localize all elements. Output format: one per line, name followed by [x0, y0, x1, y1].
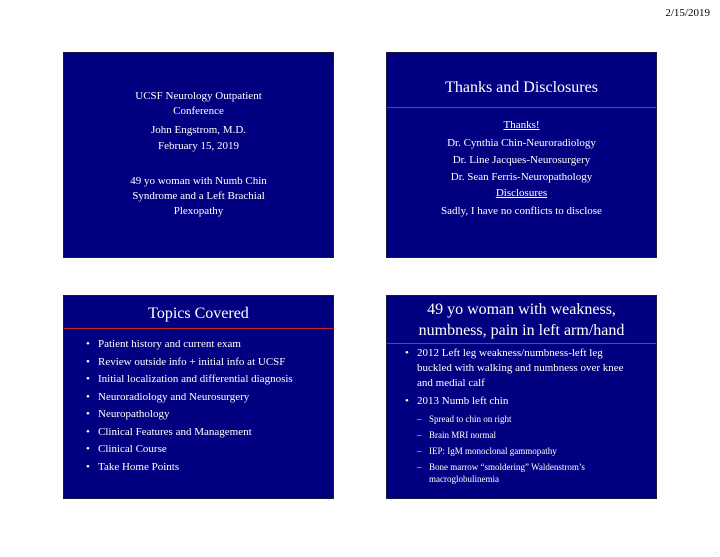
- topic-text: Take Home Points: [98, 460, 180, 473]
- bullet-marker: •: [86, 373, 90, 385]
- topic-item: [86, 406, 327, 424]
- dash-marker: –: [417, 462, 422, 472]
- topic-item: [86, 354, 327, 372]
- thanks-heading: [387, 118, 656, 133]
- disclosures-heading-text: Disclosures: [495, 187, 548, 199]
- slide-heading: Topics Covered: [148, 305, 249, 322]
- subitem-text: Brain MRI normal: [429, 430, 496, 440]
- topic-item: [86, 389, 327, 407]
- topic-item: [86, 336, 327, 354]
- topics-list: [86, 336, 327, 476]
- topic-text: Clinical Features and Management: [98, 425, 252, 438]
- history-subitem: [417, 413, 634, 425]
- history-subitem: [417, 445, 634, 457]
- title-divider: [64, 328, 333, 329]
- thanks-item: Dr. Line Jacques-Neurosurgery: [452, 154, 591, 166]
- history-subitem: [417, 461, 634, 485]
- bullet-marker: •: [405, 395, 409, 407]
- dash-marker: –: [417, 446, 422, 456]
- slide-thanks-disclosures: [386, 52, 657, 258]
- thanks-heading-text: Thanks!: [503, 119, 540, 131]
- topic-item: [86, 424, 327, 442]
- bullet-marker: •: [86, 460, 90, 473]
- topic-text: Patient history and current exam: [98, 338, 241, 350]
- case-line-1: 49 yo woman with Numb Chin: [130, 175, 267, 187]
- heading-line-1: 49 yo woman with weakness,: [427, 301, 616, 318]
- topic-item: [86, 441, 327, 459]
- thanks-list: [387, 135, 656, 186]
- presenter-name: John Engstrom, M.D.: [150, 124, 247, 136]
- history-sublist: [417, 413, 634, 485]
- slide-topics-covered: [63, 295, 334, 499]
- history-item: [405, 346, 634, 391]
- topic-text: Neuroradiology and Neurosurgery: [98, 390, 250, 403]
- date-block: [64, 139, 333, 154]
- page-corner-mark: .: [715, 549, 717, 555]
- conference-line-2: Conference: [173, 105, 224, 117]
- case-line-3: Plexopathy: [173, 205, 224, 217]
- bullet-marker: •: [86, 338, 90, 350]
- subitem-text: Spread to chin on right: [429, 414, 512, 424]
- heading-line-2: numbness, pain in left arm/hand: [418, 322, 625, 339]
- dash-marker: –: [417, 414, 422, 424]
- bullet-marker: •: [86, 425, 90, 438]
- history-list: [405, 346, 634, 485]
- slide-heading: Thanks and Disclosures: [445, 79, 598, 96]
- dash-marker: –: [417, 430, 422, 440]
- topic-text: Clinical Course: [98, 443, 167, 455]
- topic-text: Review outside info + initial info at UCSF: [98, 355, 286, 368]
- subitem-text: Bone marrow “smoldering” Waldenstrom’s macroglobulinemia: [429, 462, 585, 484]
- history-text: 2012 Left leg weakness/numbness-left leg buckled with walking and numbness over knee and medial calf: [417, 347, 624, 389]
- title-divider: [387, 343, 656, 344]
- history-subitem: [417, 429, 634, 441]
- slide-case-history: [386, 295, 657, 499]
- thanks-item: Dr. Sean Ferris-Neuropathology: [450, 171, 593, 183]
- topic-text: Initial localization and differential diagnosis: [98, 373, 293, 385]
- topic-item: [86, 459, 327, 477]
- bullet-marker: •: [86, 443, 90, 455]
- presentation-date: February 15, 2019: [158, 140, 239, 152]
- thanks-item: Dr. Cynthia Chin-Neuroradiology: [447, 137, 596, 149]
- case-title-block: [64, 174, 333, 219]
- case-line-2: Syndrome and a Left Brachial: [132, 190, 265, 202]
- slide-title-conference: [63, 52, 334, 258]
- conference-block: [64, 89, 333, 119]
- history-text: 2013 Numb left chin: [417, 395, 509, 407]
- conference-line-1: UCSF Neurology Outpatient: [135, 90, 262, 102]
- topic-text: Neuropathology: [98, 408, 170, 420]
- bullet-marker: •: [86, 390, 90, 403]
- presenter-block: [64, 123, 333, 138]
- history-item: [405, 394, 634, 485]
- subitem-text: IEP: IgM monoclonal gammopathy: [429, 446, 557, 456]
- bullet-marker: •: [86, 355, 90, 368]
- title-divider: [387, 107, 656, 108]
- topic-item: [86, 371, 327, 389]
- slide-heading: [387, 299, 656, 341]
- disclosures-heading: [387, 186, 656, 201]
- bullet-marker: •: [405, 347, 409, 359]
- page-date: 2/15/2019: [665, 7, 710, 19]
- disclosure-statement: Sadly, I have no conflicts to disclose: [441, 205, 602, 217]
- bullet-marker: •: [86, 408, 90, 420]
